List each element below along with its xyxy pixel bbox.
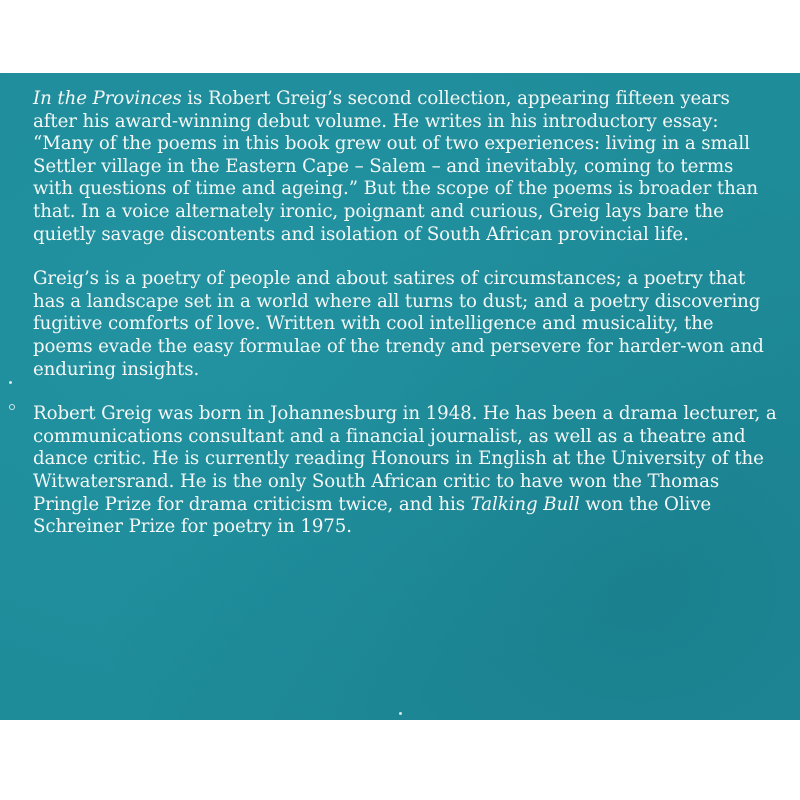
prior-book-title: Talking Bull [470, 493, 580, 515]
poetry-text: Greig’s is a poetry of people and about satires of circumstances; a poetry that has a landscape set in a world where all turns to dust; and a poetry discovering fugitive comforts of love. Written with cool intelligence and musicality, the poems evade the easy formulae of the trendy and persevere for harder-won and enduring insights. [33, 268, 764, 380]
back-cover-blurb [33, 88, 778, 561]
bio-text-before: Robert Greig was born in Johannesburg in 1948. He has been a drama lecturer, a communications consultant and a financial journalist, as well as a theatre and dance critic. He is currently reading Honours in English at the University of the Witwatersrand. He is the only South African critic to have won the Thomas Pringle Prize for drama criticism twice, and his [33, 403, 777, 515]
bio-text-after: won the Olive Schreiner Prize for poetry in 1975. [33, 493, 712, 538]
intro-text: is Robert Greig’s second collection, appearing fifteen years after his award-winning debut volume. He writes in his introductory essay: “Many of the poems in this book grew out of two experiences: living in a small Settler village in the Eastern Cape – Salem – and inevitably, coming to terms with questions of time and ageing.” But the scope of the poems is broader than that. In a voice alternately ironic, poignant and curious, Greig lays bare the quietly savage discontents and isolation of South African provincial life. [33, 88, 759, 245]
blurb-paragraph-poetry [33, 268, 778, 381]
print-speck [9, 381, 12, 384]
blurb-paragraph-author-bio [33, 403, 778, 539]
book-title: In the Provinces [33, 88, 182, 109]
print-speck [399, 712, 402, 715]
blurb-paragraph-intro [33, 88, 778, 246]
print-speck [9, 404, 15, 410]
